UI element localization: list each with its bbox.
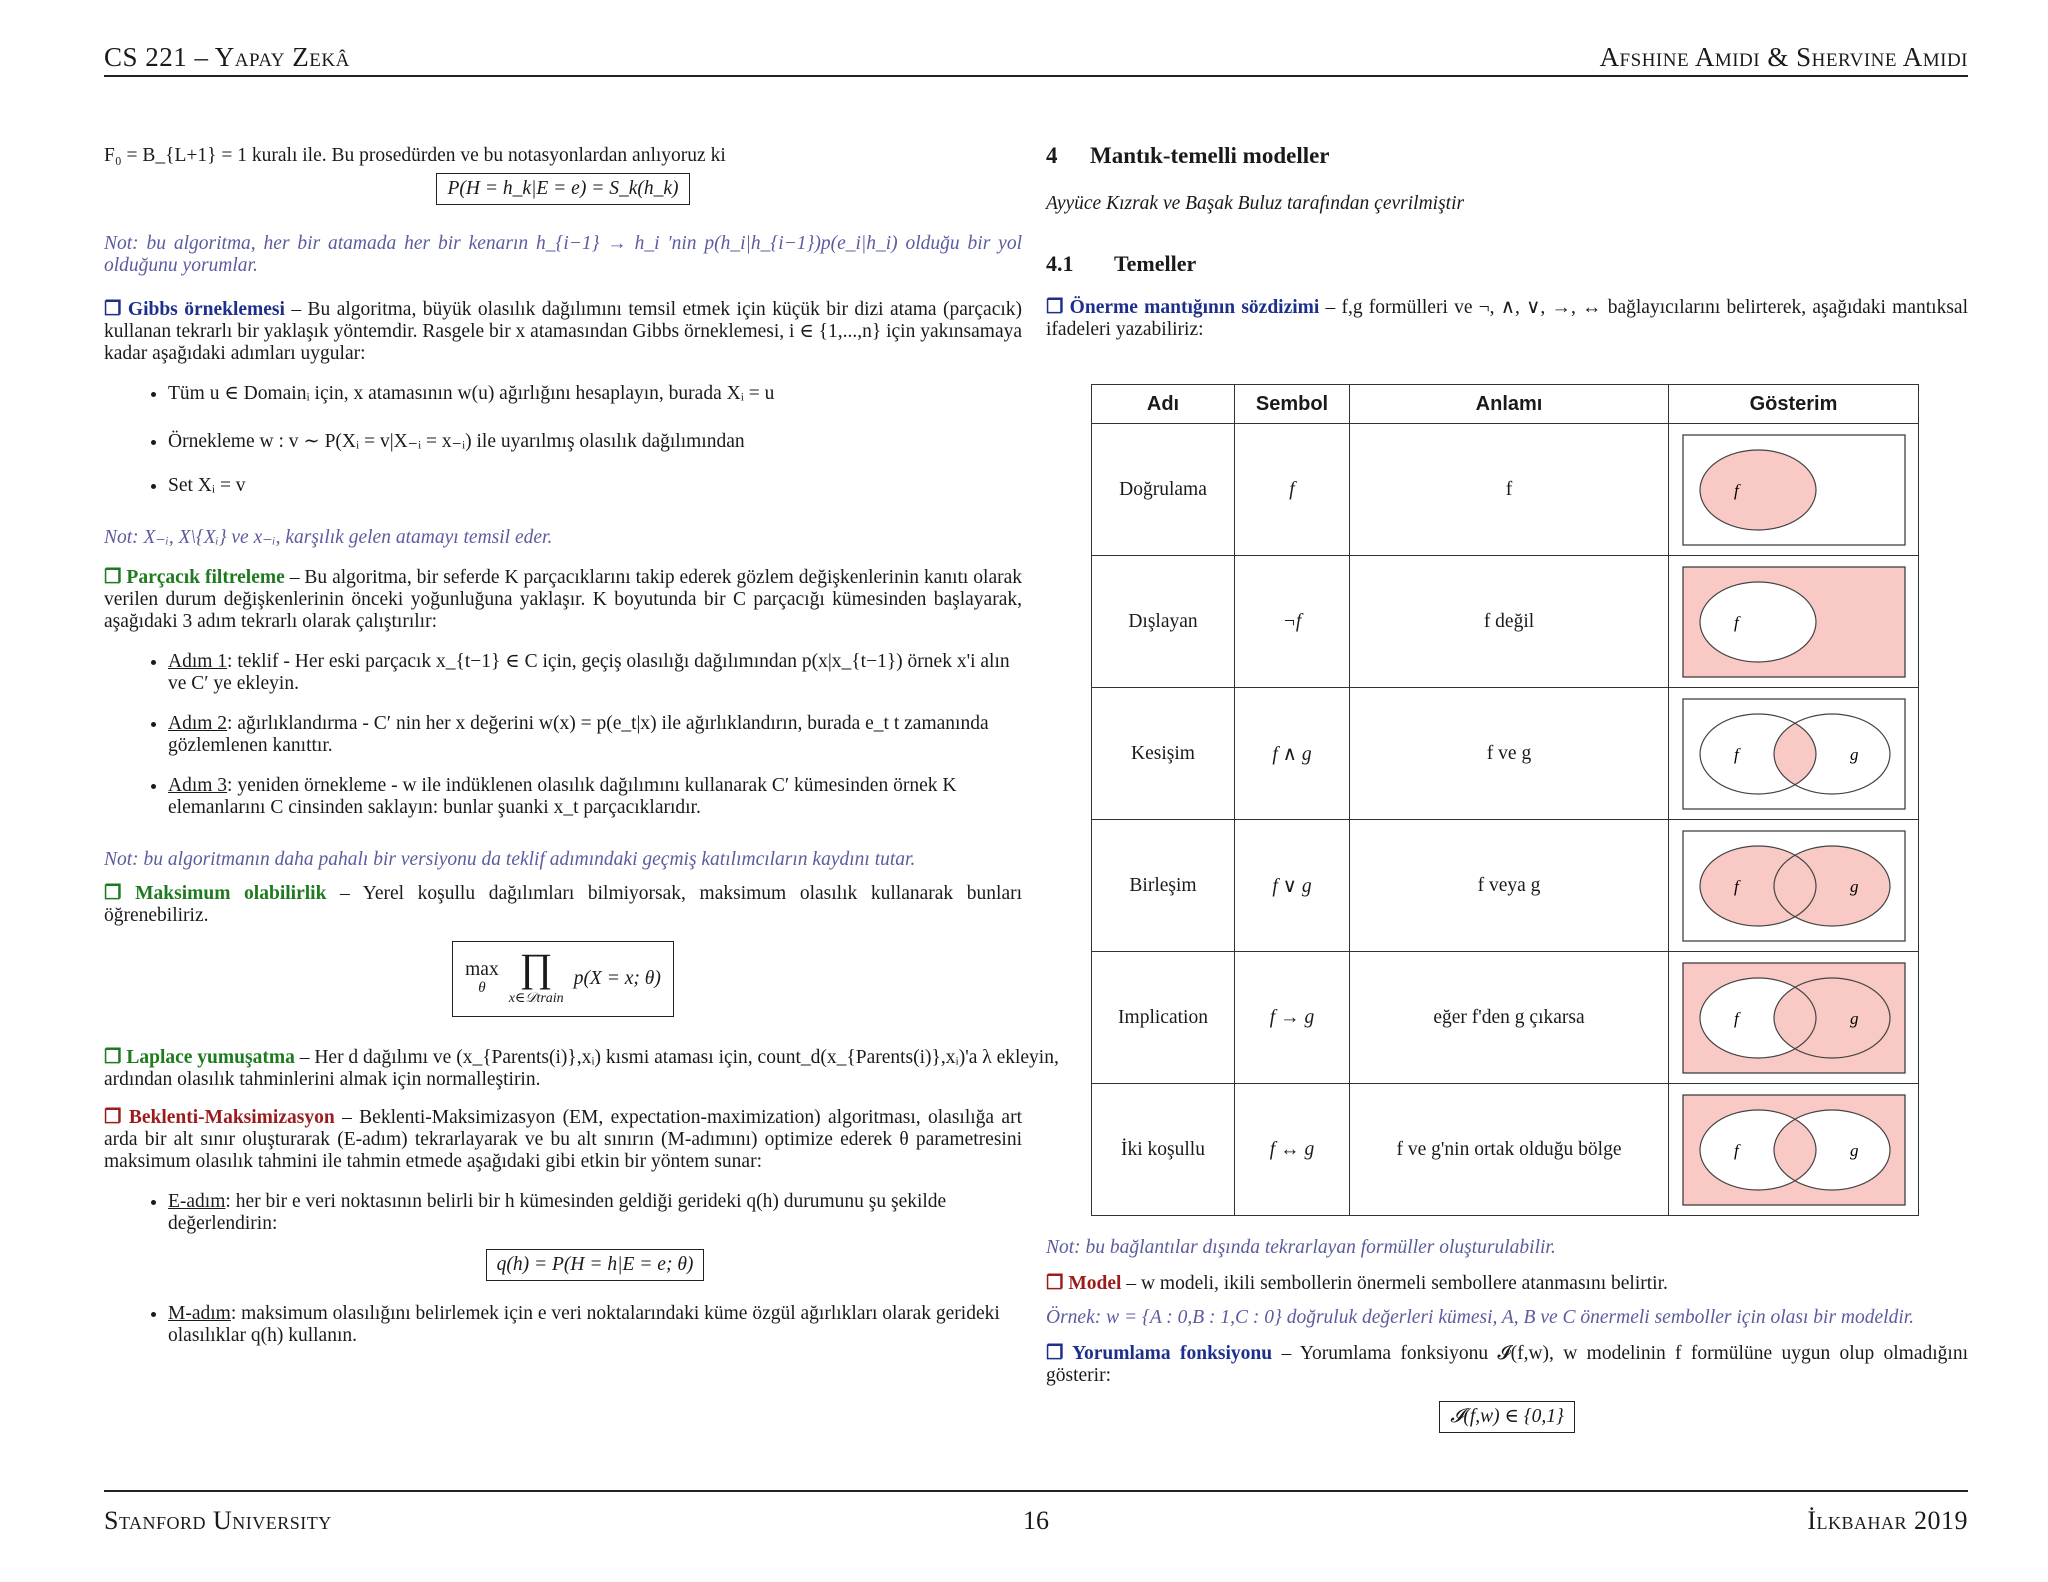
ml-title: ❐ Maksimum olabilirlik <box>104 883 327 904</box>
column-header: Sembol <box>1235 385 1350 424</box>
ml-formula <box>452 941 674 1017</box>
venn-circle-f <box>1700 582 1816 662</box>
venn-diagram <box>1682 566 1906 678</box>
ml-prod: ∏ <box>519 945 553 990</box>
gibbs-paragraph <box>104 299 1022 365</box>
em-list <box>104 1191 1022 1347</box>
table-cell-name: Birleşim <box>1092 820 1235 952</box>
note-3: Not: bu algoritmanın daha pahalı bir versiyonu da teklif adımındaki geçmiş katılımcıların kaydını tutar. <box>104 849 916 870</box>
particle-filter-paragraph <box>104 567 1022 633</box>
table-cell-symbol: f ∧ g <box>1235 688 1350 820</box>
table-cell-meaning: eğer f'den g çıkarsa <box>1350 952 1669 1084</box>
table-cell-symbol: f <box>1235 424 1350 556</box>
section-heading <box>1046 145 1968 167</box>
venn-diagram <box>1682 962 1906 1074</box>
connectives-note: Not: bu bağlantılar dışında tekrarlayan formüller oluşturulabilir. <box>1046 1237 1556 1258</box>
table-header-row <box>1092 385 1919 424</box>
particle-filter-text: – Bu algoritma, bir seferde K parçacıklarını takip ederek gözlem değişkenlerinin kanıtı olarak verilen durum değişkenlerinin önceki yoğunluğuna yaklaşır. K boyutunda bir C parçacığı kümesinden başlayarak, aşağıdaki 3 adım tekrarlı olarak çalıştırılır: <box>104 567 1023 632</box>
syntax-title: ❐ Önerme mantığının sözdizimi <box>1046 297 1320 318</box>
table-row <box>1092 820 1919 952</box>
note-2: Not: X₋ᵢ, X\{Xᵢ} ve x₋ᵢ, karşılık gelen atamayı temsil eder. <box>104 527 553 548</box>
table-cell-meaning: f veya g <box>1350 820 1669 952</box>
footer-rule <box>104 1490 1968 1492</box>
laplace-title: ❐ Laplace yumuşatma <box>104 1047 295 1068</box>
venn-diagram <box>1682 698 1906 810</box>
right-column-lower <box>1046 1237 1968 1433</box>
venn-label-f: f <box>1733 744 1739 764</box>
model-paragraph <box>1046 1273 1968 1295</box>
step-label: M-adım <box>168 1303 231 1324</box>
table-cell-visualization <box>1669 952 1919 1084</box>
list-item <box>168 651 1022 695</box>
venn-label-f: f <box>1733 480 1739 500</box>
list-item: • Set Xᵢ = v <box>168 475 1022 497</box>
model-text: – w modeli, ikili sembollerin önermeli sembollere atanmasını belirtir. <box>1126 1273 1668 1294</box>
ml-theta: θ <box>478 980 486 996</box>
venn-label-g: g <box>1849 1140 1858 1160</box>
table-cell-name: Implication <box>1092 952 1235 1084</box>
ml-sub: x∈𝒟train <box>508 991 564 1006</box>
syntax-text: – f,g formülleri ve ¬, ∧, ∨, →, ↔ bağlayıcılarını belirterek, aşağıdaki mantıksal ifadeleri yazabiliriz: <box>1046 297 1968 340</box>
laplace-text: – Her d dağılımı ve (x_{Parents(i)},xᵢ) kısmi ataması için, count_d(x_{Parents(i)},xᵢ)'a λ ekleyin, ardından olasılık tahminlerini almak için normalleştirin. <box>104 1047 1059 1090</box>
e-step-formula: q(h) = P(H = h|E = e; θ) <box>486 1249 705 1281</box>
list-item: • Örnekleme w : v ∼ P(Xᵢ = v|X₋ᵢ = x₋ᵢ) ile uyarılmış olasılık dağılımından <box>168 431 1022 453</box>
venn-label-g: g <box>1849 744 1858 764</box>
interpretation-text: – Yorumlama fonksiyonu 𝓘(f,w), w modelinin f formülüne uygun olup olmadığını gösterir: <box>1046 1343 1969 1386</box>
table-row <box>1092 688 1919 820</box>
venn-label-f: f <box>1733 876 1739 896</box>
table-body <box>1092 424 1919 1216</box>
ml-paragraph <box>104 883 1022 927</box>
column-header: Gösterim <box>1669 385 1919 424</box>
page-number: 16 <box>1023 1506 1049 1535</box>
interpretation-formula: 𝓘(f,w) ∈ {0,1} <box>1439 1401 1575 1433</box>
subsection-title: Temeller <box>1114 251 1197 276</box>
model-title: ❐ Model <box>1046 1273 1122 1294</box>
particle-filter-title: ❐ Parçacık filtreleme <box>104 567 285 588</box>
interpretation-paragraph <box>1046 1343 1968 1387</box>
formula-box-1 <box>104 173 1022 205</box>
step-text: : yeniden örnekleme - w ile indüklenen olasılık dağılımını kullanarak C′ kümesinden örnek K elemanlarını C cinsinden saklayın: bunlar şuanki x_t parçacıklarıdır. <box>168 775 957 818</box>
table-cell-visualization <box>1669 424 1919 556</box>
table-cell-name: Kesişim <box>1092 688 1235 820</box>
table-cell-meaning: f değil <box>1350 556 1669 688</box>
ml-max: max <box>465 959 499 980</box>
table-cell-symbol: f → g <box>1235 952 1350 1084</box>
venn-label-f: f <box>1733 612 1739 632</box>
list-item <box>168 713 1022 757</box>
table-row <box>1092 952 1919 1084</box>
table-cell-symbol: f ↔ g <box>1235 1084 1350 1216</box>
venn-circle-f <box>1700 450 1816 530</box>
table-cell-name: Doğrulama <box>1092 424 1235 556</box>
table-cell-meaning: f ve g <box>1350 688 1669 820</box>
table-cell-meaning: f <box>1350 424 1669 556</box>
table-cell-visualization <box>1669 1084 1919 1216</box>
interpretation-title: ❐ Yorumlama fonksiyonu <box>1046 1343 1273 1364</box>
em-title: ❐ Beklenti-Maksimizasyon <box>104 1107 335 1128</box>
logic-table <box>1091 384 1919 1216</box>
em-text: – Beklenti-Maksimizasyon (EM, expectation-maximization) algoritması, olasılığa art arda bir alt sınır oluşturarak (E-adım) tekrarlayarak ve bu alt sınırın (M-adımını) optimize ederek θ parametresini maksimum olasılık tahmini ile tahmin etmede aşağıdaki gibi etkin bir yöntem sunar: <box>104 1107 1022 1172</box>
ml-body: p(X = x; θ) <box>573 968 661 989</box>
table-cell-symbol: ¬f <box>1235 556 1350 688</box>
list-item: • Tüm u ∈ Domainᵢ için, x atamasının w(u) ağırlığını hesaplayın, burada Xᵢ = u <box>168 383 1022 405</box>
gibbs-title: ❐ Gibbs örneklemesi <box>104 299 285 320</box>
em-paragraph <box>104 1107 1022 1173</box>
gibbs-text: – Bu algoritma, büyük olasılık dağılımını temsil etmek için küçük bir dizi atama (parçacık) kullanan tekrarlı bir yaklaşık yöntemdir. Rasgele bir x atamasından Gibbs örneklemesi, i ∈ {1,...,n} için yakınsamaya kadar aşağıdaki adımları uygular: <box>104 299 1023 364</box>
subsection-heading <box>1046 253 1968 275</box>
venn-label-g: g <box>1849 1008 1858 1028</box>
venn-label-g: g <box>1849 876 1858 896</box>
list-item <box>168 775 1022 819</box>
left-column <box>104 145 1059 1347</box>
step-label: Adım 3 <box>168 775 228 796</box>
step-label: Adım 2 <box>168 713 228 734</box>
section-number: 4 <box>1046 143 1058 168</box>
table-row <box>1092 424 1919 556</box>
table-row <box>1092 1084 1919 1216</box>
table-cell-name: Dışlayan <box>1092 556 1235 688</box>
syntax-paragraph <box>1046 297 1968 341</box>
header-authors: Afshine Amidi & Shervine Amidi <box>1599 42 1968 72</box>
ml-text: – Yerel koşullu dağılımları bilmiyorsak, maksimum olasılık kullanarak bunları öğrenebiliriz. <box>104 883 1023 926</box>
column-header: Adı <box>1092 385 1235 424</box>
venn-label-f: f <box>1733 1008 1739 1028</box>
table-cell-visualization <box>1669 556 1919 688</box>
note-1: Not: bu algoritma, her bir atamada her bir kenarın h_{i−1} → h_i 'nin p(h_i|h_{i−1})p(e_i|h_i) olduğu bir yol olduğunu yorumlar. <box>104 233 1022 276</box>
footer-university: Stanford University <box>104 1506 332 1535</box>
table-row <box>1092 556 1919 688</box>
model-example: Örnek: w = {A : 0,B : 1,C : 0} doğruluk değerleri kümesi, A, B ve C önermeli semboller için olası bir modeldir. <box>1046 1307 1915 1328</box>
interpretation-formula-box <box>1046 1401 1968 1433</box>
table-cell-visualization <box>1669 688 1919 820</box>
section-title: Mantık-temelli modeller <box>1090 143 1330 168</box>
laplace-paragraph <box>104 1047 1079 1091</box>
table-cell-name: İki koşullu <box>1092 1084 1235 1216</box>
header-course: CS 221 – Yapay Zekâ <box>104 42 350 72</box>
ml-formula-box <box>104 941 1022 1017</box>
venn-label-f: f <box>1733 1140 1739 1160</box>
venn-diagram <box>1682 1094 1906 1206</box>
intro-text: F₀ = B_{L+1} = 1 kuralı ile. Bu prosedürden ve bu notasyonlardan anlıyoruz ki <box>104 145 726 166</box>
gibbs-list <box>104 383 1022 497</box>
step-text: : maksimum olasılığını belirlemek için e veri noktalarındaki küme özgül ağırlıkları olarak gerideki olasılıklar q(h) kullanın. <box>168 1303 1000 1346</box>
table-cell-meaning: f ve g'nin ortak olduğu bölge <box>1350 1084 1669 1216</box>
column-header: Anlamı <box>1350 385 1669 424</box>
page-header <box>104 40 1968 76</box>
list-item <box>168 1303 1022 1347</box>
footer-term: İlkbahar 2019 <box>1807 1506 1968 1535</box>
step-label: Adım 1 <box>168 651 228 672</box>
step-label: E-adım <box>168 1191 226 1212</box>
venn-diagram <box>1682 830 1906 942</box>
subsection-number: 4.1 <box>1046 251 1074 276</box>
table-cell-symbol: f ∨ g <box>1235 820 1350 952</box>
translators-note: Ayyüce Kızrak ve Başak Buluz tarafından çevrilmiştir <box>1046 193 1465 214</box>
step-text: : ağırlıklandırma - C′ nin her x değerini w(x) = p(e_t|x) ile ağırlıklandırın, burada e_t t zamanında gözlemlenen kanıttır. <box>168 713 989 756</box>
e-step-formula-box <box>168 1249 1022 1281</box>
step-text: : teklif - Her eski parçacık x_{t−1} ∈ C için, geçiş olasılığı dağılımından p(x|x_{t−1}) örnek x'i alın ve C′ ye ekleyin. <box>168 651 1010 694</box>
right-column <box>1046 145 1968 341</box>
venn-diagram <box>1682 434 1906 546</box>
formula-1: P(H = h_k|E = e) = S_k(h_k) <box>436 173 689 205</box>
particle-filter-list <box>104 651 1022 819</box>
list-item <box>168 1191 1022 1281</box>
step-text: : her bir e veri noktasının belirli bir h kümesinden geldiği gerideki q(h) durumunu şu şekilde değerlendirin: <box>168 1191 947 1234</box>
table-cell-visualization <box>1669 820 1919 952</box>
header-rule <box>104 75 1968 77</box>
